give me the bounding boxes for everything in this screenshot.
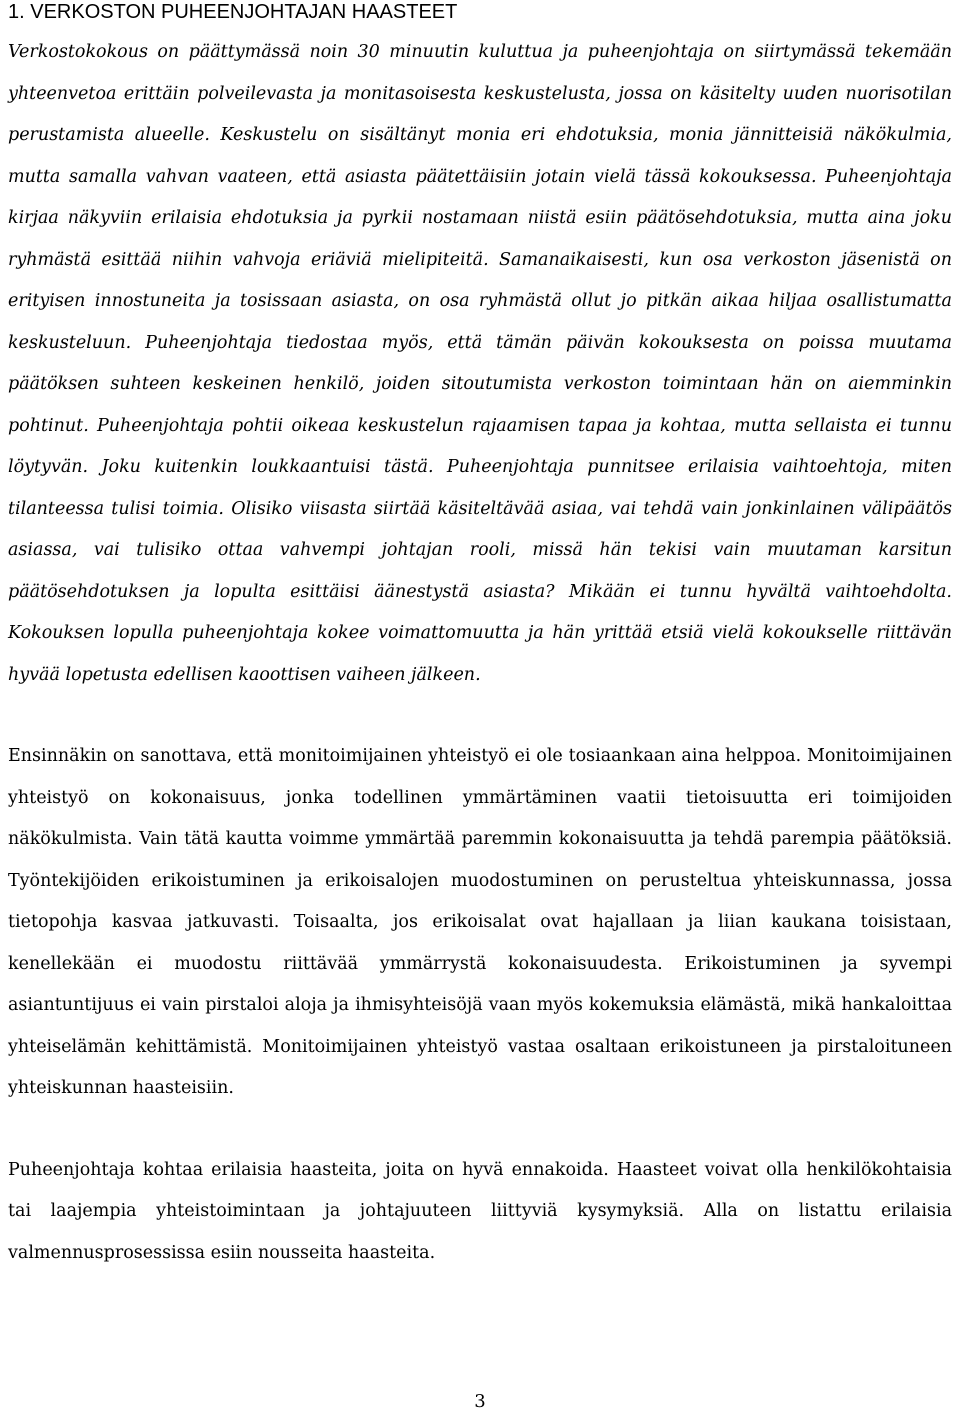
- document-page: [8, 0, 952, 1274]
- body-paragraph-challenges: Puheenjohtaja kohtaa erilaisia haasteita, joita on hyvä ennakoida. Haasteet voivat olla henkilökohtaisia tai laajempia yhteistoimintaan ja johtajuuteen liittyviä kysymyksiä. Alla on listattu erilaisia valmennusprosessissa esiin nousseita haasteita.: [8, 1159, 952, 1263]
- body-paragraph-collaboration: Ensinnäkin on sanottava, että monitoimijainen yhteistyö ei ole tosiaankaan aina helppoa. Monitoimijainen yhteistyö on kokonaisuus, jonka todellinen ymmärtäminen vaatii tietoisuutta eri toimijoiden näkökulmista. Vain tätä kautta voimme ymmärtää paremmin kokonaisuutta ja tehdä parempia päätöksiä. Työntekijöiden erikoistuminen ja erikoisalojen muodostuminen on perusteltua yhteiskunnassa, jossa tietopohja kasvaa jatkuvasti. Toisaalta, jos erikoisalat ovat hajallaan ja liian kaukana toisistaan, kenellekään ei muodostu riittävää ymmärrystä kokonaisuudesta. Erikoistuminen ja syvempi asiantuntijuus ei vain pirstaloi aloja ja ihmisyhteisöjä vaan myös kokemuksia elämästä, mikä hankaloittaa yhteiselämän kehittämistä. Monitoimijainen yhteistyö vastaa osaltaan erikoistuneen ja pirstaloituneen yhteiskunnan haasteisiin.: [8, 746, 952, 1098]
- page-number: 3: [474, 1391, 486, 1412]
- section-heading: 1. VERKOSTON PUHEENJOHTAJAN HAASTEET: [8, 1, 458, 23]
- case-description-paragraph: Verkostokokous on päättymässä noin 30 minuutin kuluttua ja puheenjohtaja on siirtymässä tekemään yhteenvetoa erittäin polveilevasta ja monitasoisesta keskustelusta, jossa on käsitelty uuden nuorisotilan perustamista alueelle. Keskustelu on sisältänyt monia eri ehdotuksia, monia jännitteisiä näkökulmia, mutta samalla vahvan vaateen, että asiasta päätettäisiin jotain vielä tässä kokouksessa. Puheenjohtaja kirjaa näkyviin erilaisia ehdotuksia ja pyrkii nostamaan niistä esiin päätösehdotuksia, mutta aina joku ryhmästä esittää niihin vahvoja eriäviä mielipiteitä. Samanaikaisesti, kun osa verkoston jäsenistä on erityisen innostuneita ja tosissaan asiasta, on osa ryhmästä ollut jo pitkän aikaa hiljaa osallistumatta keskusteluun. Puheenjohtaja tiedostaa myös, että tämän päivän kokouksesta on poissa muutama päätöksen suhteen keskeinen henkilö, joiden sitoutumista verkoston toimintaan hän on aiemminkin pohtinut. Puheenjohtaja pohtii oikeaa keskustelun rajaamisen tapaa ja kohtaa, mutta sellaista ei tunnu löytyvän. Joku kuitenkin loukkaantuisi tästä. Puheenjohtaja punnitsee erilaisia vaihtoehtoja, miten tilanteessa tulisi toimia. Olisiko viisasta siirtää käsiteltävää asiaa, vai tehdä vain jonkinlainen välipäätös asiassa, vai tulisiko ottaa vahvempi johtajan rooli, missä hän tekisi vain muutaman karsitun päätösehdotuksen ja lopulta esittäisi äänestystä asiasta? Mikään ei tunnu hyvältä vaihtoehdolta. Kokouksen lopulla puheenjohtaja kokee voimattomuutta ja hän yrittää etsiä vielä kokoukselle riittävän hyvää lopetusta edellisen kaoottisen vaiheen jälkeen.: [8, 42, 952, 685]
